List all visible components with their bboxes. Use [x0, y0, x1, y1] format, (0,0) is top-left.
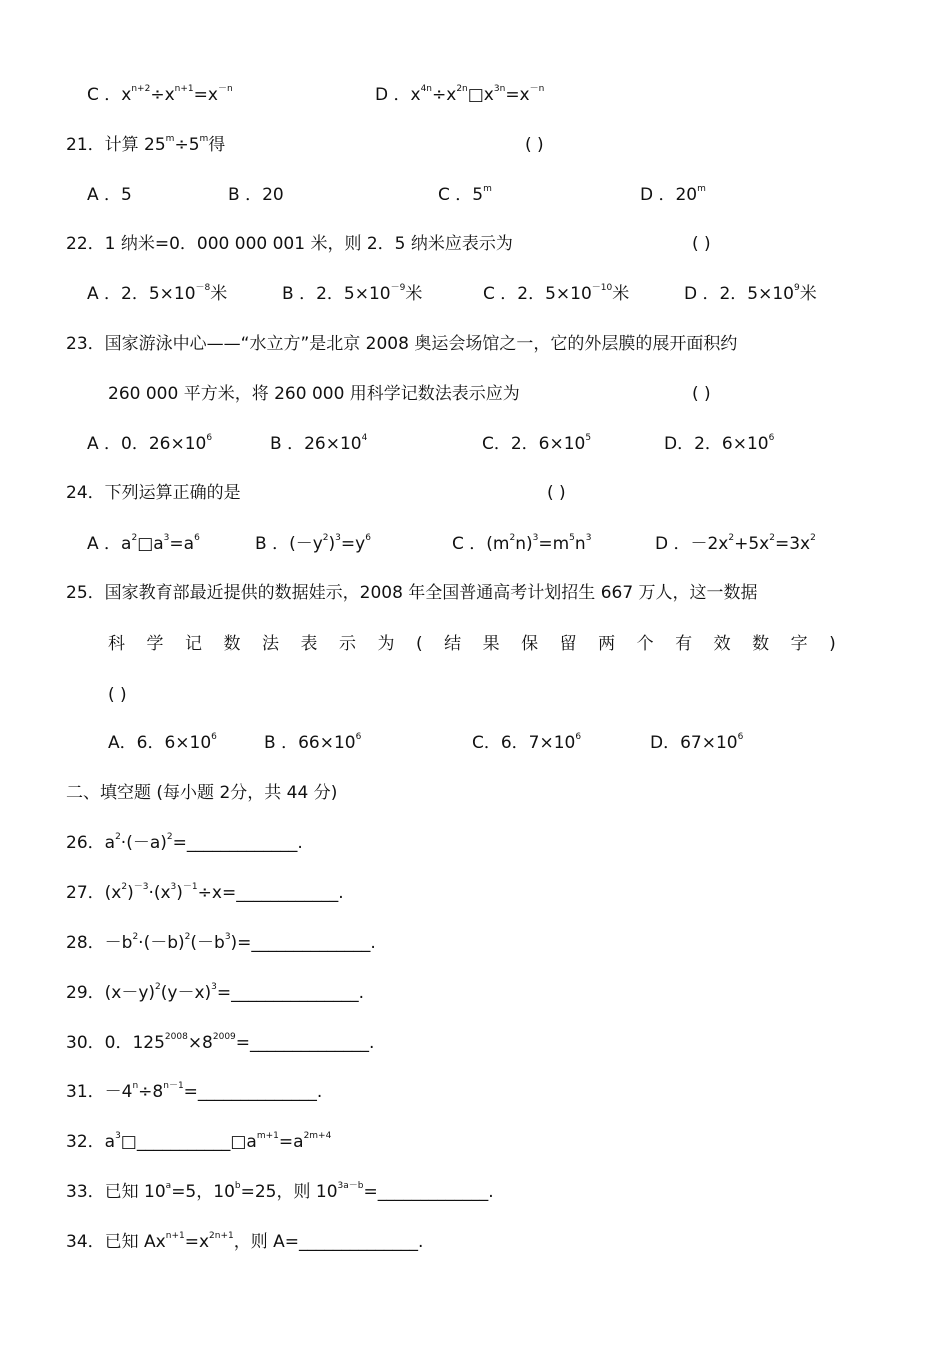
question-stem: 33．已知 $10^a=5$，$10^b=25$，则 $10^{3a-b}=\_\_\_\_\_\_\_\_\_\_\_\_\_$.	[66, 1181, 494, 1202]
question-stem: 27．$(x^2)^{-3}\cdot(x^3)^{-1}\div x=\_\_\_\_\_\_\_\_\_\_\_\_$.	[66, 882, 344, 903]
question-stem: 26．$a^2\cdot(-a)^2=\_\_\_\_\_\_\_\_\_\_\_\_\_$.	[66, 832, 303, 853]
option-b: B ．$(-y^2)^3=y^6$	[255, 533, 371, 554]
option-a: A．6．$6\times 10^6$	[108, 732, 217, 753]
answer-bracket: ( )	[525, 135, 544, 155]
option-a: A ．2．$5\times 10^{-8}$米	[87, 283, 228, 304]
option-d: D ．$x^{4n}\div x^{2n}□x^{3n}=x^{-n}$	[375, 84, 545, 105]
answer-bracket: ( )	[108, 685, 127, 705]
question-stem: 28．$-b^2\cdot(-b)^2(-b^3)=\_\_\_\_\_\_\_\_\_\_\_\_\_\_$.	[66, 932, 376, 953]
option-c: C．6．$7\times 10^6$	[472, 732, 582, 753]
option-b: B ．20	[228, 185, 284, 205]
question-stem: 34．已知 $Ax^{n+1}=x^{2n+1}$，则 A=______________.	[66, 1231, 424, 1252]
option-c: C ．2．$5\times 10^{-10}$米	[483, 283, 630, 304]
question-stem: 30．0．$125^{2008}\times 8^{2009}=\_\_\_\_\_\_\_\_\_\_\_\_\_\_$.	[66, 1032, 375, 1053]
option-c: C ．5$^m$	[438, 184, 492, 205]
option-d: D．2．$6\times 10^6$	[664, 433, 775, 454]
option-c: C ．$x^{n+2}\div x^{n+1}=x^{-n}$	[87, 84, 233, 105]
question-stem-continued: 260 000 平方米，将 260 000 用科学记数法表示应为	[108, 384, 520, 404]
answer-bracket: ( )	[692, 384, 711, 404]
option-d: D．$67\times 10^6$	[650, 732, 744, 753]
option-a: A ．$a^2□a^3=a^6$	[87, 533, 200, 554]
question-stem: 23．国家游泳中心——“水立方”是北京 2008 奥运会场馆之一，它的外层膜的展开面积约	[66, 334, 738, 354]
option-c: C．2．$6\times 10^5$	[482, 433, 592, 454]
question-stem: 21．计算 $25^m\div 5^m$得	[66, 134, 226, 155]
option-d: D ．20$^m$	[640, 184, 706, 205]
question-stem: 24．下列运算正确的是	[66, 483, 241, 503]
answer-bracket: ( )	[692, 234, 711, 254]
option-c: C ．$(m^2n)^3=m^5n^3$	[452, 533, 592, 554]
answer-bracket: ( )	[547, 483, 566, 503]
option-d: D ．2．$5\times 10^9$米	[684, 283, 817, 304]
question-stem: 29．$(x-y)^2(y-x)^3=\_\_\_\_\_\_\_\_\_\_\_\_\_\_\_$.	[66, 982, 365, 1003]
question-stem-continued: 科学记数法表示为(结果保留两个有效数字)	[108, 634, 858, 654]
question-stem: 25．国家教育部最近提供的数据娃示，2008 年全国普通高考计划招生 667 万人，这一数据	[66, 583, 758, 603]
option-d: D ．$-2x^2+5x^2=3x^2$	[655, 533, 816, 554]
option-a: A ．5	[87, 185, 132, 205]
question-stem: 32．$a^3□\_\_\_\_\_\_\_\_\_\_\_□a^{m+1}=a^{2m+4}$	[66, 1131, 332, 1152]
option-a: A ．0．$26\times 10^6$	[87, 433, 213, 454]
option-b: B ．$26\times 10^4$	[270, 433, 368, 454]
question-stem: 31．$-4^n\div 8^{n-1}=\_\_\_\_\_\_\_\_\_\_\_\_\_\_$.	[66, 1081, 323, 1102]
option-b: B ．$66\times 10^6$	[264, 732, 362, 753]
option-b: B ．2．$5\times 10^{-9}$米	[282, 283, 423, 304]
section-title: 二、填空题 (每小题 2分，共 44 分)	[66, 783, 338, 803]
question-stem: 22．1 纳米=0．000 000 001 米，则 2．5 纳米应表示为	[66, 234, 513, 254]
